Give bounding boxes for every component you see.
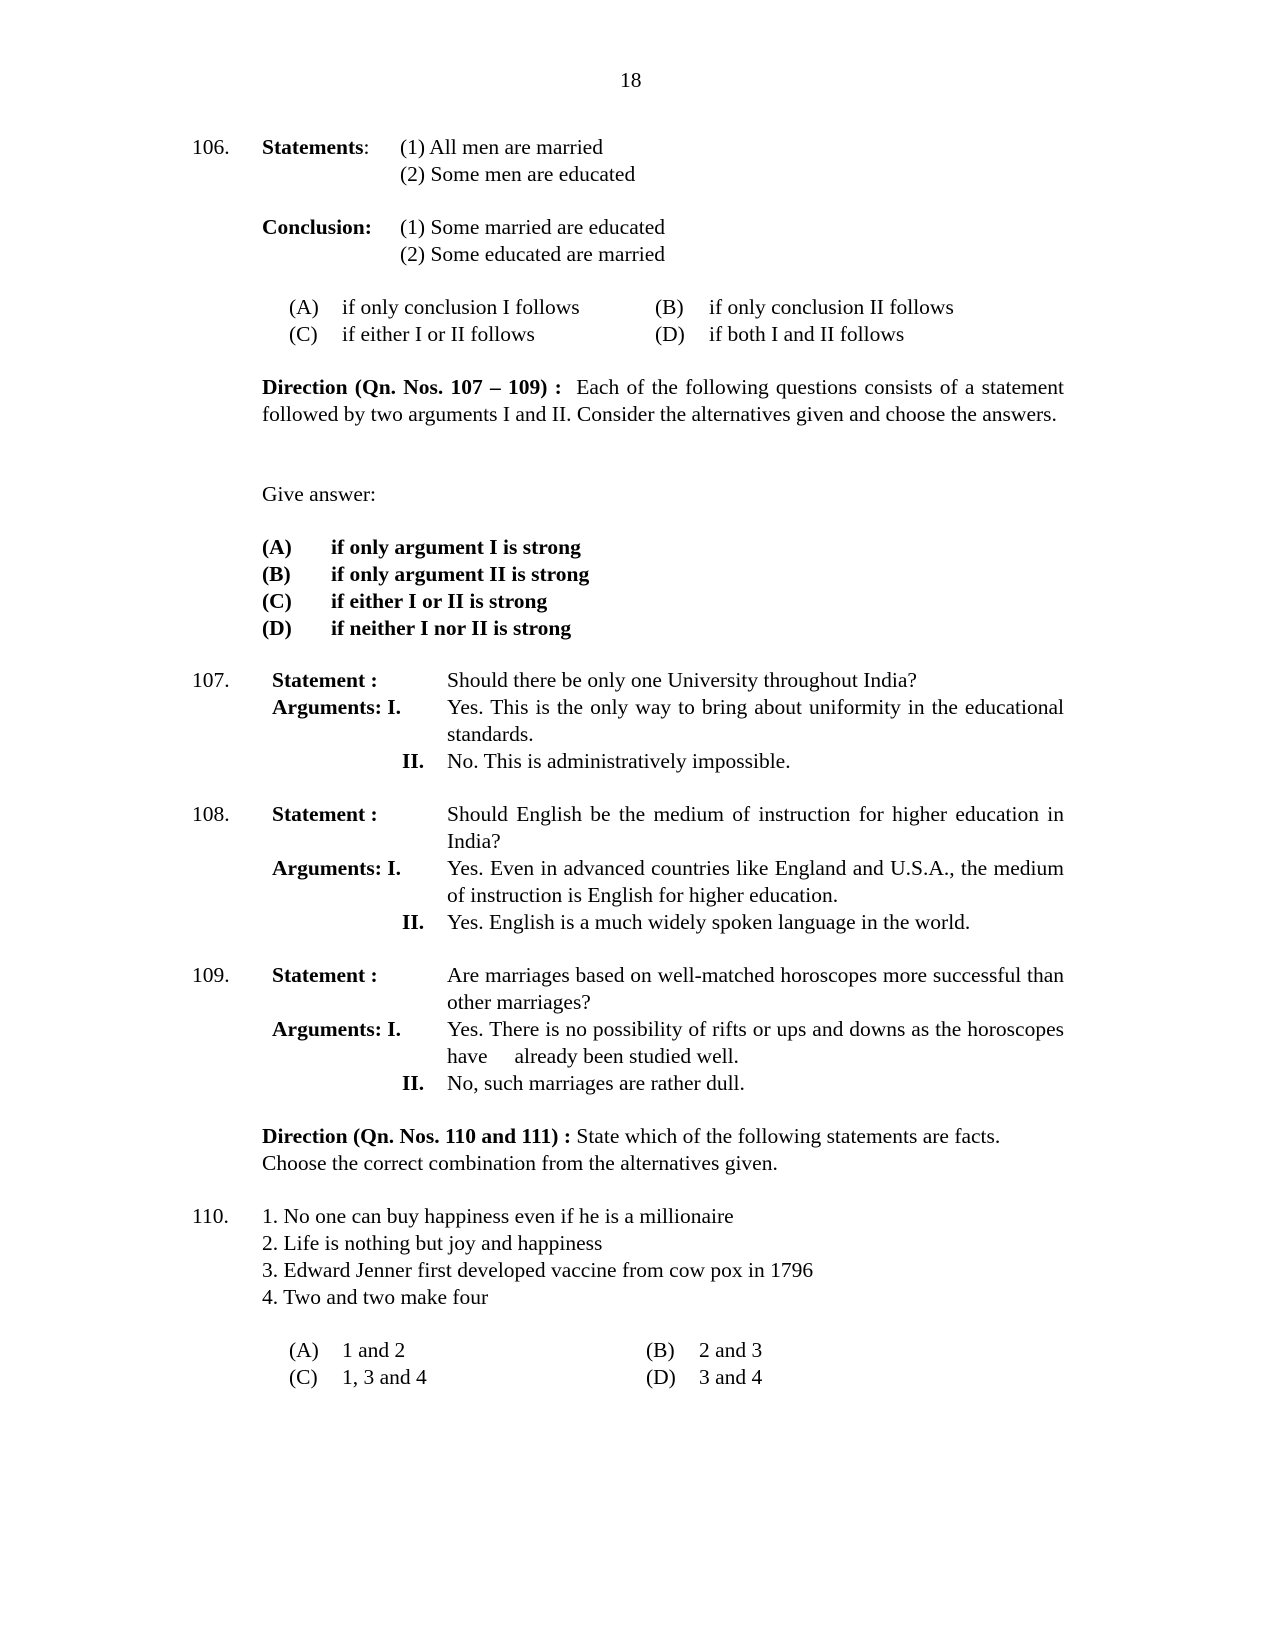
option-text: if only conclusion I follows bbox=[342, 295, 580, 319]
option-key: (B) bbox=[646, 1338, 675, 1362]
direction-paragraph-1 bbox=[262, 374, 1064, 428]
question-number-107: 107. bbox=[192, 668, 230, 692]
direction-label: Direction (Qn. Nos. 107 – 109) : bbox=[262, 375, 562, 399]
argument-2-label: II. bbox=[402, 1071, 425, 1095]
statement-text: Should there be only one University throughout India? bbox=[447, 668, 917, 692]
option-key: (D) bbox=[655, 322, 685, 346]
direction-text: Each of the following questions consists of a statement followed by two arguments I and II. Consider the alternatives given and choose the answers. bbox=[262, 375, 1065, 426]
argument-2-label: II. bbox=[402, 749, 425, 773]
direction-text: State which of the following statements are facts. Choose the correct combination from the alternatives given. bbox=[262, 1124, 1001, 1175]
argument-2-label: II. bbox=[402, 910, 425, 934]
page-number: 18 bbox=[620, 68, 642, 92]
question-number-108: 108. bbox=[192, 802, 230, 826]
statement-label: Statement : bbox=[272, 963, 378, 987]
option-key: (A) bbox=[289, 1338, 319, 1362]
option-text: if either I or II follows bbox=[342, 322, 535, 346]
question-number-106: 106. bbox=[192, 135, 230, 159]
statements-label bbox=[262, 134, 370, 161]
answer-key: (A) bbox=[262, 535, 292, 559]
argument-1-text: Yes. Even in advanced countries like England and U.S.A., the medium of instruction is English for higher education. bbox=[447, 856, 1064, 907]
direction-label: Direction (Qn. Nos. 110 and 111) : bbox=[262, 1124, 571, 1148]
question-number-109: 109. bbox=[192, 963, 230, 987]
answer-key: (C) bbox=[262, 589, 292, 613]
statement-2: (2) Some men are educated bbox=[400, 162, 636, 186]
statement-label: Statement : bbox=[272, 668, 378, 692]
give-answer: Give answer: bbox=[262, 482, 377, 506]
option-text: 1, 3 and 4 bbox=[342, 1365, 427, 1389]
statement-text: Are marriages based on well-matched horoscopes more successful than other marriages? bbox=[447, 963, 1064, 1014]
argument-2-text: No. This is administratively impossible. bbox=[447, 749, 791, 773]
argument-2-text: Yes. English is a much widely spoken language in the world. bbox=[447, 910, 971, 934]
option-text: if both I and II follows bbox=[709, 322, 905, 346]
argument-1-text: Yes. There is no possibility of rifts or ups and downs as the horoscopes have already been studied well. bbox=[447, 1017, 1070, 1068]
statement-1: (1) All men are married bbox=[400, 135, 603, 159]
answer-key: (B) bbox=[262, 562, 291, 586]
conclusion-2: (2) Some educated are married bbox=[400, 242, 666, 266]
arguments-label: Arguments: I. bbox=[272, 1017, 401, 1041]
option-key: (B) bbox=[655, 295, 684, 319]
arguments-label: Arguments: I. bbox=[272, 856, 401, 880]
conclusion-label: Conclusion: bbox=[262, 215, 372, 239]
list-item: 3. Edward Jenner first developed vaccine from cow pox in 1796 bbox=[262, 1258, 814, 1282]
conclusion-1: (1) Some married are educated bbox=[400, 215, 666, 239]
option-key: (C) bbox=[289, 322, 318, 346]
question-number-110: 110. bbox=[192, 1204, 229, 1228]
list-item: 4. Two and two make four bbox=[262, 1285, 489, 1309]
answer-text: if only argument I is strong bbox=[331, 535, 581, 559]
option-text: 2 and 3 bbox=[699, 1338, 763, 1362]
list-item: 1. No one can buy happiness even if he is a millionaire bbox=[262, 1204, 734, 1228]
statement-text: Should English be the medium of instruction for higher education in India? bbox=[447, 802, 1064, 853]
answer-key: (D) bbox=[262, 616, 292, 640]
option-key: (A) bbox=[289, 295, 319, 319]
option-text: if only conclusion II follows bbox=[709, 295, 954, 319]
answer-text: if only argument II is strong bbox=[331, 562, 590, 586]
statement-label: Statement : bbox=[272, 802, 378, 826]
statements-label-text: Statements bbox=[262, 135, 364, 159]
option-key: (C) bbox=[289, 1365, 318, 1389]
list-item: 2. Life is nothing but joy and happiness bbox=[262, 1231, 603, 1255]
statements-colon: : bbox=[363, 135, 370, 159]
option-text: 1 and 2 bbox=[342, 1338, 406, 1362]
direction-paragraph-2 bbox=[262, 1123, 1064, 1177]
answer-text: if either I or II is strong bbox=[331, 589, 548, 613]
argument-2-text: No, such marriages are rather dull. bbox=[447, 1071, 745, 1095]
option-text: 3 and 4 bbox=[699, 1365, 763, 1389]
option-key: (D) bbox=[646, 1365, 676, 1389]
answer-text: if neither I nor II is strong bbox=[331, 616, 572, 640]
arguments-label: Arguments: I. bbox=[272, 695, 401, 719]
argument-1-text: Yes. This is the only way to bring about uniformity in the educational standards. bbox=[447, 695, 1064, 746]
